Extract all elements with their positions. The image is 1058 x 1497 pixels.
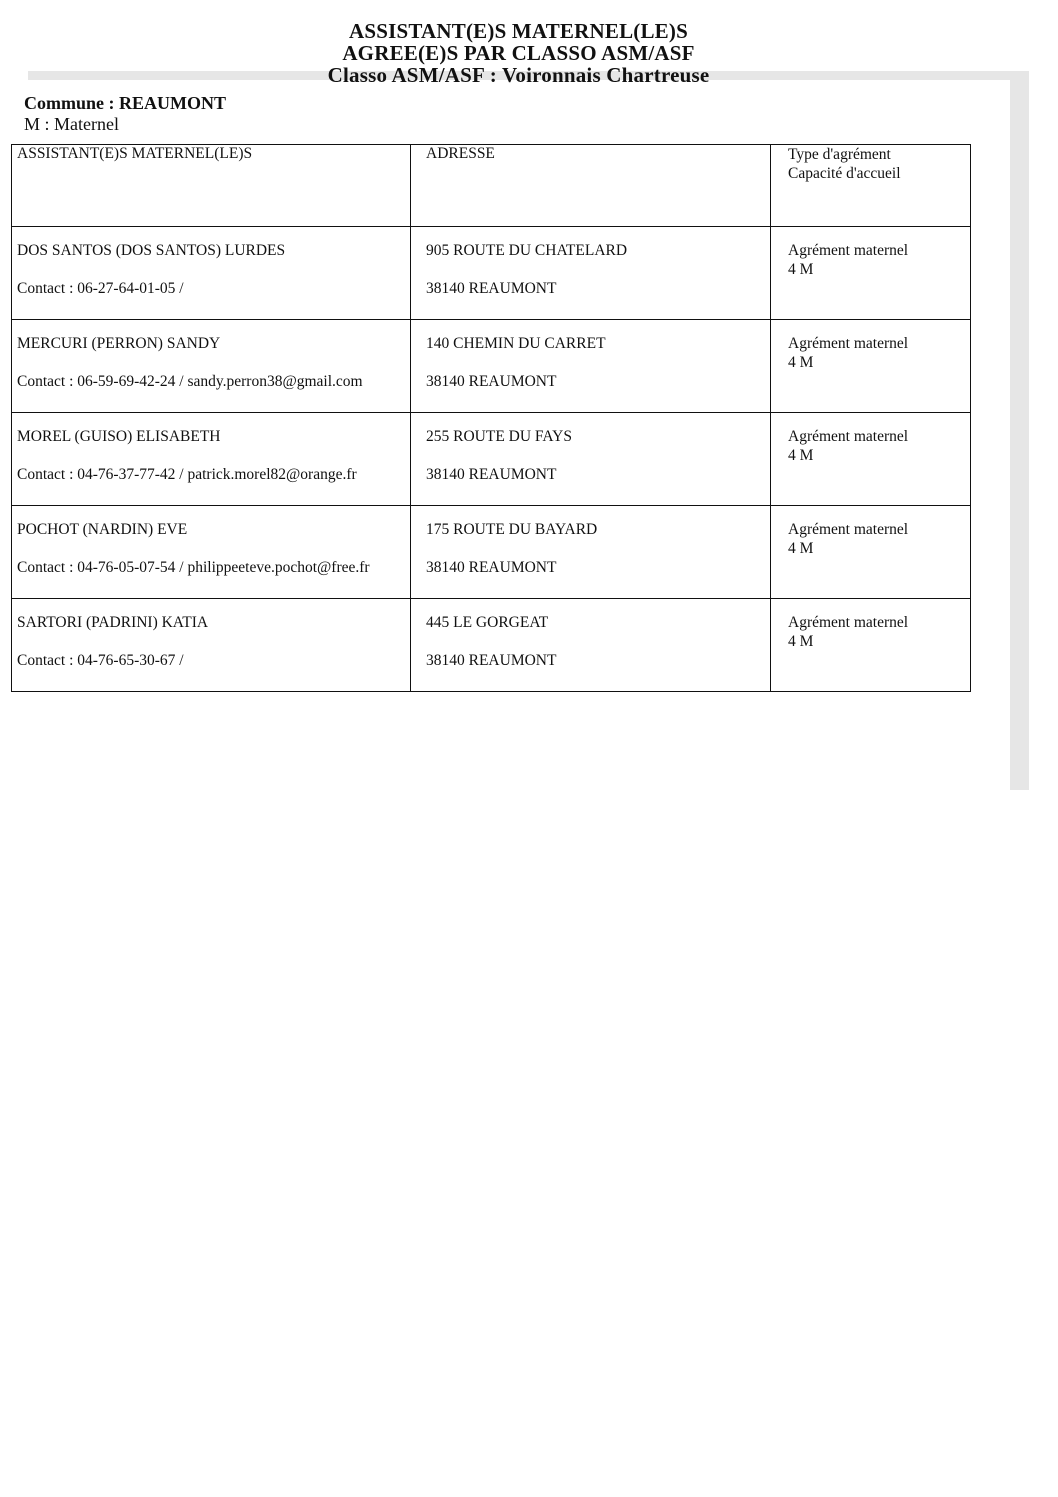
agrement-capacity: 4 M — [788, 354, 814, 371]
assistant-name: POCHOT (NARDIN) EVE — [17, 521, 188, 538]
cell-name — [12, 227, 411, 320]
agrement-type: Agrément maternel — [788, 521, 909, 538]
address-street: 255 ROUTE DU FAYS — [426, 428, 572, 445]
assistant-name: MOREL (GUISO) ELISABETH — [17, 428, 221, 445]
address-street: 140 CHEMIN DU CARRET — [426, 335, 606, 352]
assistant-name: SARTORI (PADRINI) KATIA — [17, 614, 209, 631]
commune-value: REAUMONT — [119, 93, 226, 113]
title-line-1: ASSISTANT(E)S MATERNEL(LE)S — [349, 19, 688, 43]
cell-name — [12, 320, 411, 413]
address-city: 38140 REAUMONT — [426, 559, 557, 576]
agrement-type: Agrément maternel — [788, 428, 909, 445]
agrement-capacity: 4 M — [788, 261, 814, 278]
cell-address — [411, 506, 771, 599]
assistant-name: DOS SANTOS (DOS SANTOS) LURDES — [17, 242, 286, 259]
cell-type — [771, 227, 971, 320]
document-title — [0, 20, 1037, 86]
title-line-3: Classo ASM/ASF : Voironnais Chartreuse — [327, 63, 710, 87]
assistant-contact: Contact : 04-76-05-07-54 / philippeeteve.pochot@free.fr — [17, 559, 370, 576]
assistant-contact: Contact : 06-59-69-42-24 / sandy.perron38@gmail.com — [17, 373, 363, 390]
cell-type — [771, 320, 971, 413]
title-line-2: AGREE(E)S PAR CLASSO ASM/ASF — [342, 41, 695, 65]
address-city: 38140 REAUMONT — [426, 373, 557, 390]
header-address: ADRESSE — [411, 145, 771, 227]
header-type — [771, 145, 971, 227]
table-row — [12, 227, 971, 320]
address-street: 905 ROUTE DU CHATELARD — [426, 242, 628, 259]
cell-name — [12, 506, 411, 599]
table-row — [12, 599, 971, 692]
address-city: 38140 REAUMONT — [426, 466, 557, 483]
cell-name — [12, 413, 411, 506]
table-header-row — [12, 145, 971, 227]
commune-label: Commune : — [24, 93, 119, 113]
assistant-contact: Contact : 06-27-64-01-05 / — [17, 280, 184, 297]
agrement-capacity: 4 M — [788, 447, 814, 464]
agrement-type: Agrément maternel — [788, 242, 909, 259]
table-row — [12, 320, 971, 413]
table-row — [12, 413, 971, 506]
cell-type — [771, 599, 971, 692]
assistant-contact: Contact : 04-76-37-77-42 / patrick.morel82@orange.fr — [17, 466, 357, 483]
header-type-line2: Capacité d'accueil — [788, 165, 901, 182]
legend-text: M : Maternel — [24, 114, 119, 134]
assistants-table — [11, 144, 971, 692]
cell-address — [411, 413, 771, 506]
header-name: ASSISTANT(E)S MATERNEL(LE)S — [12, 145, 411, 227]
cell-address — [411, 599, 771, 692]
address-city: 38140 REAUMONT — [426, 280, 557, 297]
agrement-capacity: 4 M — [788, 633, 814, 650]
agrement-type: Agrément maternel — [788, 614, 909, 631]
cell-address — [411, 227, 771, 320]
commune-heading — [24, 93, 226, 113]
cell-address — [411, 320, 771, 413]
address-street: 445 LE GORGEAT — [426, 614, 549, 631]
assistant-contact: Contact : 04-76-65-30-67 / — [17, 652, 184, 669]
agrement-capacity: 4 M — [788, 540, 814, 557]
agrement-type: Agrément maternel — [788, 335, 909, 352]
address-city: 38140 REAUMONT — [426, 652, 557, 669]
cell-type — [771, 506, 971, 599]
cell-name — [12, 599, 411, 692]
cell-type — [771, 413, 971, 506]
header-type-line1: Type d'agrément — [788, 146, 891, 163]
table-row — [12, 506, 971, 599]
address-street: 175 ROUTE DU BAYARD — [426, 521, 598, 538]
assistant-name: MERCURI (PERRON) SANDY — [17, 335, 221, 352]
